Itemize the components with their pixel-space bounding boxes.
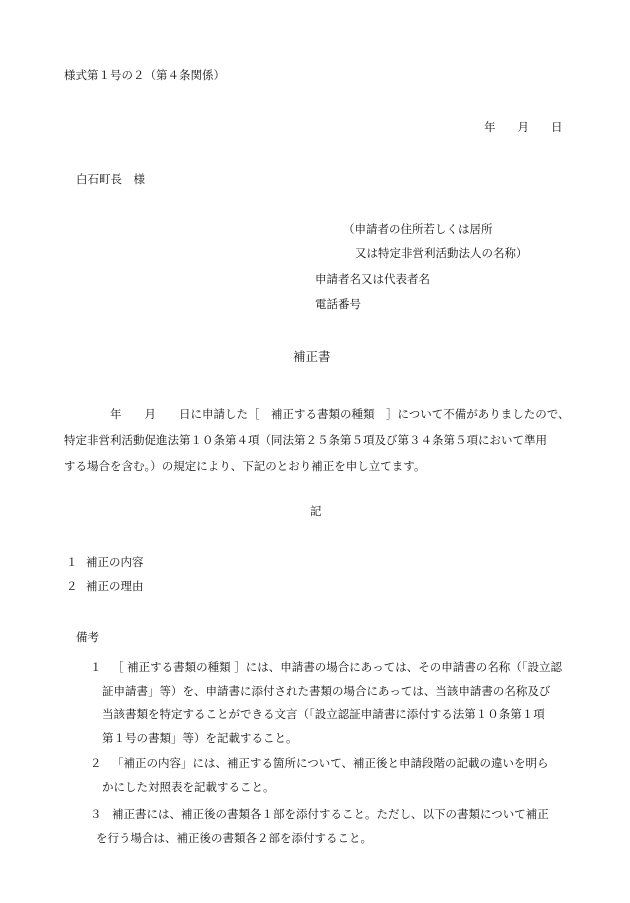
list-item	[66, 556, 144, 570]
item-label: 補正の理由	[86, 579, 144, 593]
note-line: を行う場合は、補正後の書類各２部を添付すること。	[96, 830, 372, 845]
remark-note	[90, 752, 590, 799]
note-line: 証申請書」等）を、申請書に添付された書類の場合にあっては、当該申請書の名称及び	[102, 683, 551, 698]
date-year-label: 年	[484, 120, 496, 134]
date-month-label: 月	[517, 120, 529, 134]
list-item	[66, 580, 144, 594]
applicant-phone-label: 電話番号	[315, 297, 361, 311]
applicant-address-line2: 又は特定非営利活動法人の名称）	[355, 246, 528, 260]
note-line: かにした対照表を記載すること。	[102, 779, 275, 794]
remark-note	[90, 803, 590, 850]
note-number: １	[90, 660, 102, 674]
item-label: 補正の内容	[86, 555, 144, 569]
document-title: 補正書	[293, 349, 331, 364]
date-day-label: 日	[551, 120, 563, 134]
ki-heading: 記	[310, 504, 322, 518]
applicant-name-label: 申請者名又は代表者名	[315, 272, 430, 286]
note-line: 補正書には、補正後の書類各１部を添付すること。ただし、以下の書類について補正	[112, 807, 549, 821]
item-number: １	[66, 555, 78, 569]
body-line-3: する場合を含む。）の規定により、下記のとおり補正を申し立てます。	[64, 459, 426, 473]
note-number: ２	[90, 756, 102, 770]
form-id: 様式第１号の２（第４条関係）	[64, 68, 225, 82]
addressee: 白石町長 様	[76, 172, 145, 186]
body-line-2: 特定非営利活動促進法第１０条第４項（同法第２５条第５項及び第３４条第５項において準用	[64, 433, 547, 447]
note-line: 当該書類を特定することができる文言（「設立認証申請書に添付する法第１０条第１項	[102, 707, 545, 721]
body-paragraph	[64, 401, 584, 479]
note-line: 「補正の内容」には、補正する箇所について、補正後と申請段階の記載の違いを明ら	[112, 756, 549, 770]
date-line	[484, 121, 563, 135]
body-line-1: 年 月 日に申請した［ 補正する書類の種類 ］について不備がありましたので、	[110, 407, 570, 421]
note-line: ［ 補正する書類の種類 ］には、申請書の場合にあっては、その申請書の名称（「設立認	[112, 660, 562, 674]
remark-note	[90, 656, 590, 750]
note-line: 第１号の書類」等）を記載すること。	[102, 730, 298, 745]
item-number: ２	[66, 579, 78, 593]
remarks-heading: 備考	[76, 630, 99, 644]
note-number: ３	[90, 807, 102, 821]
applicant-address-line1: （申請者の住所若しくは居所	[343, 222, 493, 236]
